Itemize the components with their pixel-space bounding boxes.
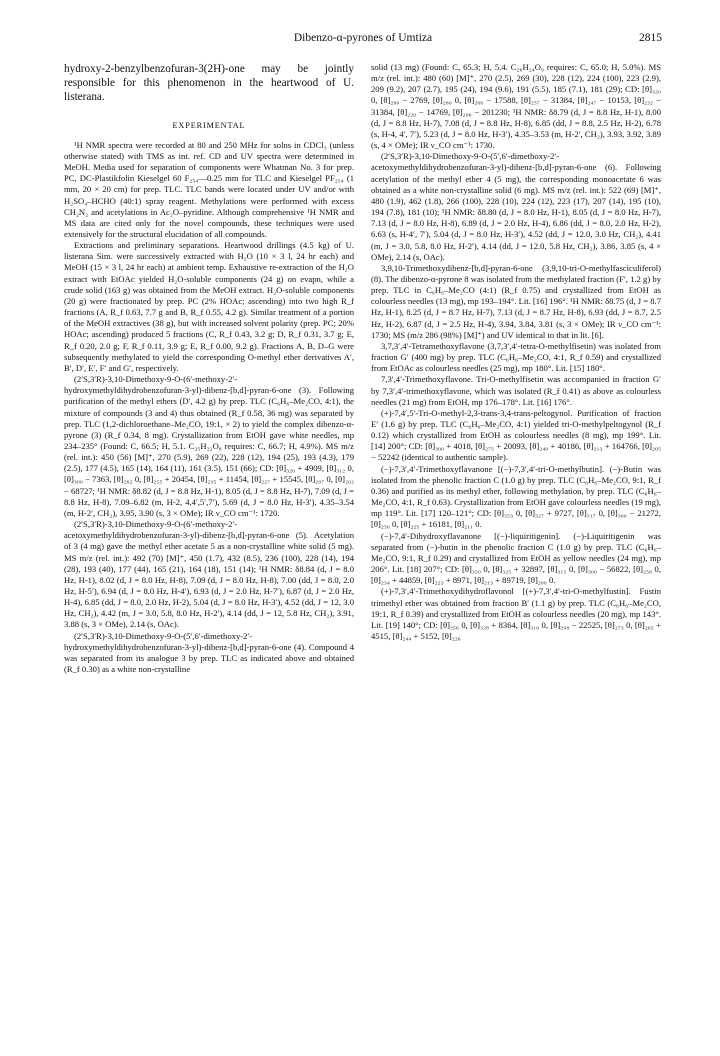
paragraph-fustin: (+)-7,3′,4′-Trimethoxydihydroflavonol [(+)-7,3′,4′-tri-O-methylfustin]. Fustin trimethyl ether was obtained from fraction B′ (1.1 g) by prep. TLC (C₆H₆–Me₂CO, 19:1, R_f 0.39) and crystallized from EtOH as colourless needles (20 mg), mp 143°. Lit. [19] 140°; CD: [θ]₃₅₆ 0, [θ]₃₂₈ + 8364, [θ]₃₁₀ 0, [θ]₂₉₈ − 22525, [θ]₂₇₃ 0, [θ]₂₆₅ + 4515, [θ]₂₄₄ + 5152, [θ]₂₂₆ [371, 586, 661, 641]
paragraph-compound-3: (2′S,3′R)-3,10-Dimethoxy-9-O-(6′-methoxy-2′-hydroxymethyldihydrobenzofuran-3-yl)-dibenz-[b,d]-pyran-6-one (3). Following purification of the methyl ethers (D′, 4.2 g) by prep. TLC (C₆H₆–Me₂CO, 4:1), the mixture of compounds (3 and 4) thus obtained (R_f 0.58, 36 mg) was separated by prep. TLC (1,2-dichloroethane–Me₂CO, 19:1, × 2) to yield the complex dibenzo-α-pyrone (3) (R_f 0.34, 8 mg). Crystallization from EtOH gave white needles, mp 234–235° (Found: C, 66.5; H, 5.1. C₂₅H₂₂O₈ requires: C, 66.7; H, 4.9%). MS m/z (rel. int.): 450 (56) [M]⁺, 270 (5.9), 269 (22), 228 (12), 194 (25), 193 (4.3), 179 (2.5), 177 (4.5), 165 (14), 164 (11), 161 (3.5), 151 (66); CD: [θ]₃₂₀ + 4909, [θ]₃₁₂ 0, [θ]₃₀₀ − 7363, [θ]₂₆₂ 0, [θ]₂₅₅ + 20454, [θ]₂₃₅ + 11454, [θ]₂₂₇ + 15545, [θ]₂₀₇ 0, [θ]₂₀₂ − 68727; ¹H NMR: δ8.82 (d, J = 8.8 Hz, H-1), 8.05 (d, J = 8.8 Hz, H-7), 7.09 (d, J = 8.8 Hz, H-8), 7.09–6.82 (m, H-2, 4,4′,5′,7′), 5.69 (d, J = 8.0 Hz, H-3′), 4.35–3.54 (m, H-2′, CH₂), 3.95, 3.90 (s, 3 × OMe); IR ν_CO cm⁻¹: 1720. [64, 374, 354, 518]
paragraph-compound-6: (2′S,3′R)-3,10-Dimethoxy-9-O-(5′,6′-dimethoxy-2′-acetoxymethyldihydrobenzofuran-3-yl)-dibenz-[b,d]-pyran-6-one (6). Following acetylation of the methyl ether 4 (5 mg), the corresponding monoacetate 6 was obtained as a white non-crystalline solid (6 mg). MS m/z (rel. int.): 522 (69) [M]⁺, 480 (1.9), 462 (1.8), 266 (100), 228 (10), 224 (12), 223 (17), 207 (14), 195 (10), 194 (7.8), 181 (10); ¹H NMR: δ8.80 (d, J = 8.0 Hz, H-1), 8.05 (d, J = 8.0 Hz, H-7), 7.13 (d, J = 8.0 Hz, H-8), 6.89 (d, J = 2.0 Hz, H-4), 6.86 (dd, J = 8.0, 2.0 Hz, H-2), 6.63 (s, H-4′, 7′), 5.04 (d, J = 8.0 Hz, H-3′), 4.52 (dd, J = 12.0, 3.0 Hz, CH₂), 4.41 (m, J = 3.0, 5.8, 8.0 Hz, H-2′), 4.14 (dd, J = 12.0, 5.8 Hz, CH₂), 3.86, 3.85 (s, 4 × OMe), 2.14 (s, OAc). [371, 151, 661, 262]
paragraph-trimethoxyflavone: 7,3′,4′-Trimethoxyflavone. Tri-O-methylfisetin was accompanied in fraction G′ by 7,3′,4′-trimethoxyflavone, which was isolated (R_f 0.41) as above as colourless needles (21 mg) from EtOH, mp 176–178°. Lit. [16] 176°. [371, 374, 661, 407]
paragraph-butin: (−)-7,3′,4′-Trimethoxyflavanone [(−)-7,3′,4′-tri-O-methylbutin]. (−)-Butin was isolated from the phenolic fraction C (1.0 g) by prep. TLC (C₆H₆–Me₂CO, 9:1, R_f 0.36) and purified as its methyl ether, following methylation, by prep. TLC (C₆H₆–Me₂CO, 4:1, R_f 0.63). Crystallization from EtOH gave colourless needles (19 mg), mp 119°. Lit. [17] 120–121°; CD: [θ]₃₅₃ 0, [θ]₃₂₇ + 9727, [θ]₃₁₇ 0, [θ]₃₀₀ − 21272, [θ]₂₅₆ 0, [θ]₂₂₅ + 16181, [θ]₂₁₁ 0. [371, 463, 661, 530]
running-title: Dibenzo-α-pyrones of Umtiza [293, 32, 433, 44]
section-heading-experimental: EXPERIMENTAL [172, 120, 246, 130]
left-column [64, 62, 354, 675]
paragraph-compound-5: (2′S,3′R)-3,10-Dimethoxy-9-O-(6′-methoxy-2′-acetoxymethyldihydrobenzofuran-3-yl)-dibenz-[b,d]-pyran-6-one (5). Acetylation of 3 (4 mg) gave the methyl ether acetate 5 as a non-crystalline white solid (5 mg). MS m/z (rel. int.): 492 (70) [M]⁺, 450 (1.7), 432 (8.5), 236 (100), 228 (14), 194 (28), 193 (40), 177 (44), 165 (21), 164 (18), 151 (14); ¹H NMR: δ8.84 (d, J = 8.0 Hz, H-1), 8.02 (d, J = 8.0 Hz, H-8), 7.09 (d, J = 8.0 Hz, H-8), 7.00 (dd, J = 8.0, 2.0 Hz, H-5′), 6.94 (d, J = 8.0 Hz, H-4′), 6.93 (d, J = 2.0 Hz, H-7′), 6.87 (d, J = 2.0 Hz, H-4), 6.85 (dd, J = 8.0, 2.0 Hz, H-2), 5.04 (d, J = 8.0 Hz, H-3′), 4.52 (dd, J = 12, 3.0 Hz, CH₂), 4.42 (m, J = 3.0, 5.8, 8.0 Hz, H-2′), 4.14 (dd, J = 12, 5.8 Hz, CH₂), 3.91, 3.88 (s, 3 × OMe), 2.14 (s, OAc). [64, 519, 354, 630]
paragraph-compound-4-cont: solid (13 mg) (Found: C, 65.3; H, 5.4. C₂₆H₂₄O₉ requires: C, 65.0; H, 5.0%). MS m/z (rel. int.): 480 (60) [M]⁺, 270 (2.5), 269 (30), 228 (12), 224 (100), 223 (2.9), 209 (9.2), 207 (2.7), 195 (24), 194 (9.6), 191 (5.5), 185 (7.1), 181 (29); CD: [θ]₃₂₀ 0, [θ]₂₉₀ − 2769, [θ]₂₈₀ 0, [θ]₂₆₆ − 17588, [θ]₂₅₇ − 31384, [θ]₂₄₇ − 10153, [θ]₂₃₂ − 31384, [θ]₂₂₀ − 14769, [θ]₂₀₆ − 201230; ¹H NMR: δ8.79 (d, J = 8.8 Hz, H-1), 8.00 (d, J = 8.8 Hz, H-7), 7.08 (d, J = 8.8 Hz, H-8), 6.85 (dd, J = 8.8, 2.5 Hz, H-2), 6.78 (s, H-4, 4′, 7′), 5.23 (d, J = 8.0 Hz, H-3′), 4.35–3.53 (m, H-2′, CH₂), 3.93, 3.92, 3.89 (s, 4 × OMe); IR ν_CO cm⁻¹: 1730. [371, 62, 661, 151]
paragraph-liquiritigenin: (−)-7,4′-Dihydroxyflavanone [(−)-liquiritigenin]. (−)-Liquiritigenin was separated from (−)-butin in the phenolic fraction C (1.0 g) by prep. TLC (C₆H₆–Me₂CO, 9:1, R_f 0.29) and crystallized from EtOH as yellow needles (24 mg), mp 206°. Lit. [18] 207°; CD: [θ]₃₅₀ 0, [θ]₃₂₅ + 32897, [θ]₃₁₅ 0, [θ]₃₀₀ − 56822, [θ]₂₅₈ 0, [θ]₂₃₄ + 44859, [θ]₂₂₃ + 8971, [θ]₂₁₃ + 89719, [θ]₂₀₀ 0. [371, 530, 661, 586]
right-column [371, 62, 661, 642]
paragraph-peltogynol: (+)-7,4′,5′-Tri-O-methyl-2,3-trans-3,4-trans-peltogynol. Purification of fraction E′ (1.6 g) by prep. TLC (C₆H₆–Me₂CO, 4:1) yielded tri-O-methylpeltogynol (R_f 0.12) which crystallized from EtOH as colourless needles (8 mg), mp 199°. Lit. [14] 200°; CD: [θ]₃₀₀ + 4018, [θ]₂₇₅ + 20093, [θ]₂₄₀ + 40186, [θ]₂₁₃ + 164766, [θ]₂₀₅ − 52242 (identical to authentic sample). [371, 407, 661, 463]
paragraph-extractions: Extractions and preliminary separations. Heartwood drillings (4.5 kg) of U. listerana Sim. were successively extracted with H₂O (10 × 3 l, 24 hr each) and MeOH (15 × 3 l, 24 hr each) at ambient temp. Exhaustive re-extraction of the H₂O extract with EtOAc yielded H₂O-soluble components (24 g) on evapn, while a crude solid (163 g) was obtained from the MeOH extract. H₂O-soluble components (20 g) were fractionated by prep. PC (2% HOAc; ascending) into two high R_f fractions (A, R_f 0.63, 7.7 g and B, R_f 0.55, 4.2 g). Similar treatment of a portion of the MeOH extractives (38 g), but with increased solvent polarity (prep. PC; 20% HOAc; ascending) produced 5 fractions (C, R_f 0.43, 3.2 g; D, R_f 0.31, 3.7 g; E, R_f 0.20, 2.0 g; F, R_f 0.11, 3.9 g; E, R_f 0.00, 9.2 g). Fractions A, B, D–G were subsequently methylated to yield the corresponding O-methyl ether derivatives A′, B′, D′, E′, F′ and G′, respectively. [64, 240, 354, 373]
paragraph-compound-8: 3,9,10-Trimethoxydibenz-[b,d]-pyran-6-one (3,9,10-tri-O-methylfasciculiferol) (8). The dibenzo-α-pyrone 8 was isolated from the methylated fraction (F′, 1.2 g) by prep. TLC in C₆H₆–Me₂CO (4:1) (R_f 0.75) and crystallized from EtOH as colourless needles (13 mg), mp 193–194°. Lit. [16] 196°. ¹H NMR: δ8.75 (d, J = 8.7 Hz, H-1), 8.25 (d, J = 8.7 Hz, H-7), 7.13 (d, J = 8.7 Hz, H-8), 6.93 (dd, J = 8.7, 2.5 Hz, H-2), 6.87 (d, J = 2.5 Hz, H-4), 3.94, 3.84, 3.81 (s, 3 × OMe); IR ν_CO cm⁻¹: 1730; MS (m/z 286 (98%) [M]⁺) and UV identical to that in lit. [6]. [371, 262, 661, 340]
running-head [64, 32, 662, 48]
page-number: 2815 [639, 32, 662, 44]
paragraph-compound-4: (2′S,3′R)-3,10-Dimethoxy-9-O-(5′,6′-dimethoxy-2′-hydroxymethyldihydrobenzofuran-3-yl)-dibenz-[b,d]-pyran-6-one (4). Compound 4 was separated from its analogue 3 by prep. TLC as indicated above and obtained (R_f 0.30) as a white non-crystalline [64, 630, 354, 675]
paragraph-methods: ¹H NMR spectra were recorded at 80 and 250 MHz for solns in CDCl₃ (unless otherwise stated) with TMS as int. ref. CD and UV spectra were determined in MeOH. Media used for separation of components were Whatman No. 3 for prep. PC, DC-Plastikfolin Kieselgel 60 F₂₅₄—0.25 mm for TLC and Kieselgel PF₂₅₄ (1 mm, 20 × 20 cm) for prep. TLC. TLC bands were located under UV and/or with H₂SO₄–HCHO (40:1) spray reagent. Methylations were performed with excess CH₂N₂ and acetylations in Ac₂O–pyridine. Although comprehensive ¹H NMR and MS data are cited only for the novel compounds, these techniques were used extensively for the structural elucidation of all compounds. [64, 139, 354, 240]
intro-paragraph: hydroxy-2-benzylbenzofuran-3(2H)-one may be jointly responsible for this phenomenon in the heartwood of U. listerana. [64, 63, 354, 104]
paragraph-tetramethoxyflavone: 3,7,3′,4′-Tetramethoxyflavone (3,7,3′,4′-tetra-O-methylfisetin) was isolated from fraction G′ (400 mg) by prep. TLC (C₆H₆–Me₂CO, 4:1, R_f 0.59) and crystallized from EtOAc as colourless needles (25 mg), mp 180°. Lit. [15] 180°. [371, 340, 661, 374]
